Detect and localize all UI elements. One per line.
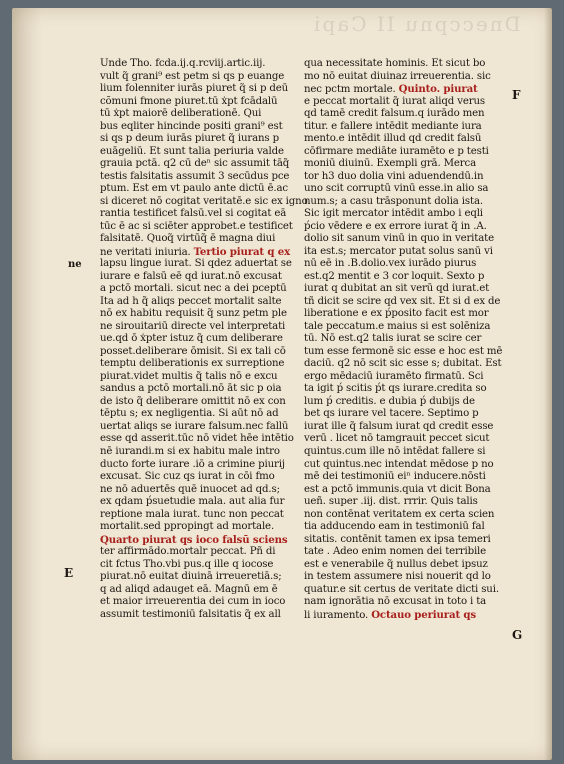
text-line: reptione mala iurat. tunc non peccat	[100, 508, 284, 520]
text-line: moniū diuinū. Exempli grā. Merca	[304, 158, 477, 170]
text-line: esse qd asserit.tūc nō videt hēe intētio	[100, 433, 294, 445]
text-line: lapsu lingue iurat. Si qdez aduertat se	[100, 258, 292, 270]
text-line: et maior irreuerentia dei cum in ioco	[100, 596, 286, 608]
text-line: iurat ille q̃ falsum iurat qd credit esse	[304, 420, 494, 432]
text-line: quatur.e sit certus de veritate dicti sui.	[304, 583, 499, 595]
text-line: nō ex habitu requisit q̃ sunz petm ple	[100, 308, 287, 320]
text-line: cõmuni fmone piuret.tū ẋpt fcādalū	[100, 95, 278, 107]
page-edge-shadow	[544, 8, 552, 760]
text-line: ter affirmādo.mortalr peccat. Pñ di	[100, 546, 276, 558]
text-line: daciū. q2 nō scit sic esse s; dubitat. Est	[304, 358, 502, 370]
text-line: ne veritati iniuria. Tertio piurat q ex	[100, 245, 290, 258]
text-line: sandus a pctō mortali.nō āt sic p oia	[100, 383, 282, 395]
text-line: Unde Tho. fcda.ij.q.rcviij.artic.iij.	[100, 58, 266, 69]
text-line: tate . Adeo enim nomen dei terribile	[304, 546, 487, 558]
text-line: num.s; a casu trāsponunt dolia ista.	[304, 195, 483, 207]
text-line: ducto forte iurare .iō a crimine piurij	[100, 458, 285, 470]
text-line: ta igit ṕ scitis ṕt qs iurare.credita so	[304, 383, 487, 395]
text-line: tūc ē ac si sciēter approbet.e testificet	[100, 220, 293, 232]
text-line: excusat. Sic cuz qs iurat in cōi fmo	[100, 471, 275, 483]
text-line: cit fctus Tho.vbi pus.q ille q iocose	[100, 558, 274, 570]
margin-letter-g: G	[512, 628, 523, 642]
text-line: piurat.nō euitat diuinā irreueretiā.s;	[100, 571, 282, 583]
text-line: e peccat mortalit q̃ iurat aliqd verus	[304, 95, 485, 107]
text-line: lium folenniter iurās piuret q̃ si p deū	[100, 83, 289, 95]
text-line: nam ignorātia nō excusat in toto i ta	[304, 596, 487, 608]
text-line: falsitatē. Quoq̃ virtūq̃ ē magna diui	[100, 233, 276, 245]
text-line: quintus.cum ille nō intēdat fallere si	[304, 445, 486, 457]
text-line: mento.e intēdit illud qd credit falsū	[304, 133, 482, 145]
text-line: ne sirouitariū directe vel interpretati	[100, 320, 286, 332]
text-line: sitatis. contēnit tamen ex ipsa temeri	[304, 533, 491, 545]
text-line: ne nō aduertēs quē inuocet ad qd.s;	[100, 483, 280, 495]
text-line: tñ dicit se scire qd vex sit. Et si d ex de	[304, 295, 501, 307]
text-line: mortalit.sed ppropingt ad mortale.	[100, 521, 275, 533]
text-line: li iuramento. Octauo periurat qs	[304, 608, 476, 621]
text-line: uno scit corruptū vinū esse.in alio sa	[304, 183, 489, 195]
left-text-column	[100, 58, 310, 621]
text-line: ueñ. super .iij. dist. rrrir. Quis talis	[304, 496, 478, 508]
text-line: est e venerabile q̃ nullus debet ipsuz	[304, 558, 488, 570]
text-line: nē iurandi.m si ex habitu male intro	[100, 445, 280, 457]
text-line: Ita ad h q̃ aliqs peccet mortalit salte	[100, 295, 282, 307]
text-line: iurare e falsū eē qd iurat.nō excusat	[100, 270, 282, 282]
text-line: mo nō euitat diuinaz irreuerentia. sic	[304, 70, 491, 82]
text-line: uertat aliqs se iurare falsum.nec fallū	[100, 420, 289, 432]
rubric-mark: Quinto. piurat	[398, 83, 478, 96]
margin-note-ne: ne	[68, 259, 82, 270]
text-line: tia adducendo eam in testimoniū fal	[304, 521, 485, 533]
rubric-mark: Quarto piurat qs ioco falsū sciens	[100, 533, 288, 546]
text-line: cōfirmare mediāte iuramēto e p testi	[304, 145, 489, 157]
text-line: lum ṕ creditis. e dubia ṕ dubijs de	[304, 395, 475, 407]
right-text-column	[304, 58, 514, 621]
text-line: temptu deliberationis ex surreptione	[100, 358, 285, 370]
text-line: tēptu s; ex negligentia. Si aūt nō ad	[100, 408, 279, 420]
text-line: ex qdam ṕsuetudie mala. aut alia fur	[100, 496, 285, 508]
binding-shadow	[12, 8, 42, 760]
text-line: est a pctō immunis.quia vt dicit Bona	[304, 483, 491, 495]
text-line: tū ẋpt maiorē deliberationē. Qui	[100, 108, 262, 120]
text-line: tor h3 duo dolia vini aduendendū.in	[304, 170, 484, 182]
text-line: non contēnat veritatem ex certa scien	[304, 508, 495, 520]
text-line: dolio sit sanum vinū in quo in veritate	[304, 233, 494, 245]
text-line	[100, 534, 310, 547]
text-line: q ad aliqd adauget eā. Magnū em ē	[100, 583, 278, 595]
text-line: posset.deliberare ōmisit. Si ex tali cō	[100, 345, 286, 357]
rubric-mark: Tertio piurat q ex	[193, 245, 290, 258]
text-line: tū. Nō est.q2 talis iurat se scire cer	[304, 333, 482, 345]
text-line: ue.qd ō ẋpter istuz q̃ cum deliberare	[100, 333, 283, 345]
text-line: de isto q̃ deliberare omittit nō ex con	[100, 395, 286, 407]
text-line: a pctō mortali. sicut nec a dei pceptū	[100, 283, 287, 295]
text-line: in testem assumere nisi nouerit qd lo	[304, 571, 491, 583]
text-line: est.q2 mentit e 3 cor loquit. Sexto p	[304, 270, 485, 282]
text-line: ṕcio vēdere e ex errore iurat q̃ in .A.	[304, 220, 487, 232]
text-line: piurat.videt multis q̃ talis nō e excu	[100, 370, 278, 382]
text-line: verū . licet nō tamgrauit peccet sicut	[304, 433, 490, 445]
text-line: si qs p deum iurās piuret q̃ iurans p	[100, 133, 279, 145]
text-line: bus eqliter hincinde positi grani⁹ est	[100, 120, 283, 132]
text-line: euāgeliū. Et sunt talia periuria valde	[100, 145, 284, 157]
text-line: tale peccatum.e maius si est solēniza	[304, 320, 491, 332]
text-line: si diceret nō cogitat veritatē.e sic ex igno	[100, 195, 308, 207]
text-line: ergo mēdaciū iuramēto firmatū. Sci	[304, 370, 484, 382]
text-line: titur. e fallere intēdit mediante iura	[304, 120, 482, 132]
margin-letter-e: E	[64, 566, 74, 580]
text-line: vult q̃ grani⁹ est petm si qs p euange	[100, 70, 285, 82]
book-page	[12, 8, 552, 760]
text-line: ita est.s; mercator putat solus sanū vi	[304, 245, 493, 257]
text-line: ptum. Est em vt paulo ante dictū ē.ac	[100, 183, 288, 195]
text-line: mē dei testimoniū eiⁿ inducere.nōsti	[304, 471, 486, 483]
text-line: testis falsitatis assumit 3 secūdus pce	[100, 170, 290, 182]
rubric-mark: Octauo periurat qs	[371, 608, 476, 621]
text-line: grauia pctā. q2 cū deⁿ sic assumit tāq̃	[100, 158, 290, 170]
text-line: qd tamē credit falsum.q iurādo men	[304, 108, 485, 120]
text-line: rantia testificet falsū.vel si cogitat eā	[100, 208, 287, 220]
text-line: nec pctm mortale. Quinto. piurat	[304, 83, 478, 96]
text-line: nū eē in .B.dolio.vex iurādo piurus	[304, 258, 477, 270]
text-line: qua necessitate hominis. Et sicut bo	[304, 58, 486, 69]
text-line: tum esse fermonē sic esse e hoc est mē	[304, 345, 503, 357]
show-through-header: Dneccpnu II Capi	[312, 12, 521, 36]
text-line: assumit testimoniū falsitatis q̃ ex all	[100, 608, 281, 620]
text-line: liberatione e ex ṕposito facit est mor	[304, 308, 489, 320]
text-line: cut quintus.nec intendat mēdose p no	[304, 458, 494, 470]
text-line: Sic igit mercator intēdit ambo i eqli	[304, 208, 483, 220]
text-line: iurat q dubitat an sit verū qd iurat.et	[304, 283, 490, 295]
text-line: bet qs iurare vel tacere. Septimo p	[304, 408, 479, 420]
margin-letter-f: F	[512, 88, 521, 102]
